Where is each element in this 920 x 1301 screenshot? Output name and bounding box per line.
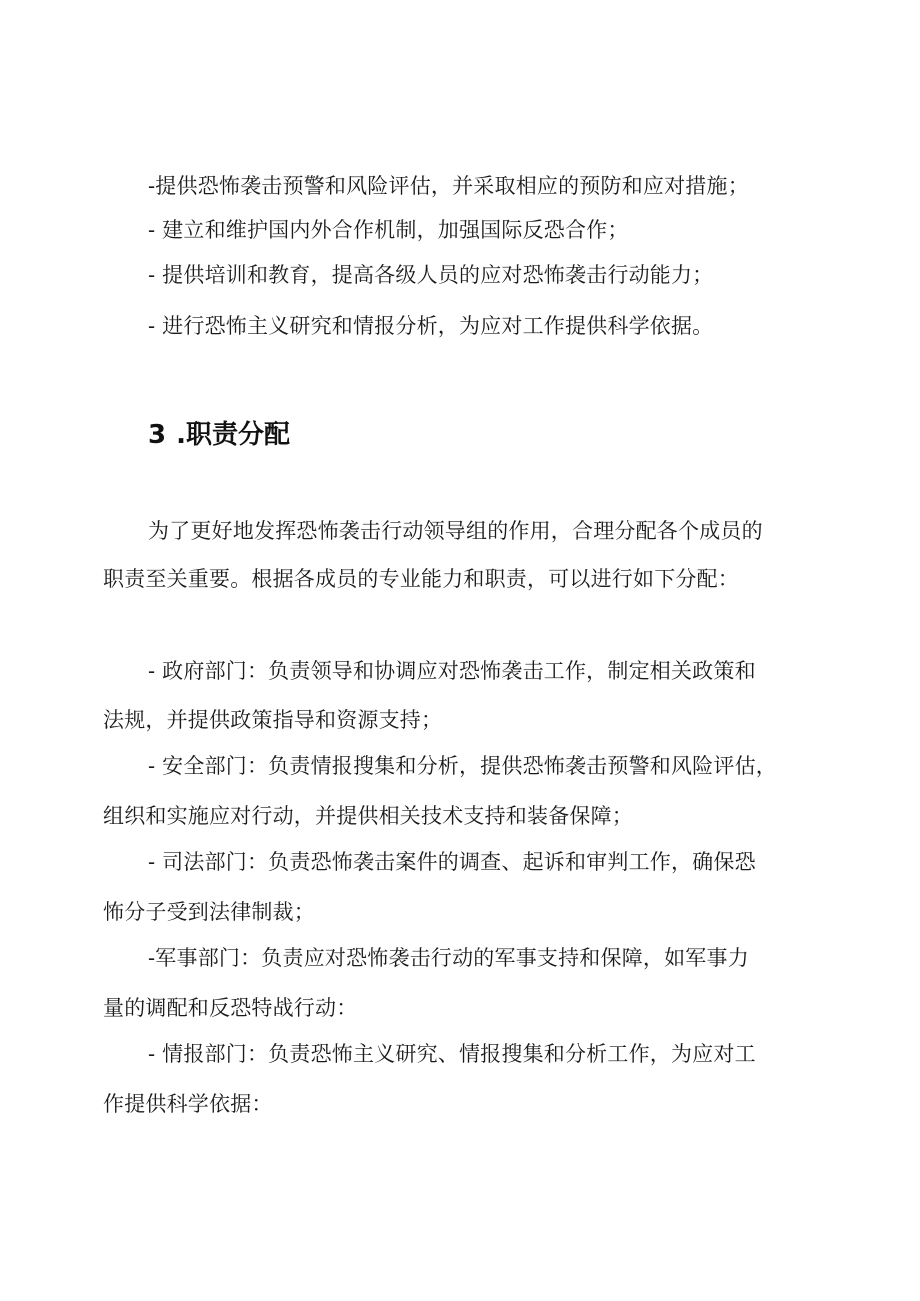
dept-military-line-1: -军事部门：负责应对恐怖袭击行动的军事支持和保障，如军事力 — [148, 946, 749, 970]
bullet-research: - 进行恐怖主义研究和情报分析，为应对工作提供科学依据。 — [148, 314, 714, 338]
section-heading — [148, 418, 290, 452]
dept-government-line-1: - 政府部门：负责领导和协调应对恐怖袭击工作，制定相关政策和 — [148, 659, 756, 683]
dept-judicial-line-2: 怖分子受到法律制裁； — [103, 900, 315, 924]
bullet-cooperation: - 建立和维护国内外合作机制，加强国际反恐合作； — [148, 218, 629, 242]
section-number: 3 — [148, 420, 167, 450]
dept-security-line-1: - 安全部门：负责情报搜集和分析，提供恐怖袭击预警和风险评估， — [148, 754, 777, 778]
intro-line-1: 为了更好地发挥恐怖袭击行动领导组的作用，合理分配各个成员的 — [148, 519, 763, 543]
dept-judicial-line-1: - 司法部门：负责恐怖袭击案件的调查、起诉和审判工作，确保恐 — [148, 850, 756, 874]
dept-military-line-2: 量的调配和反恐特战行动： — [103, 996, 358, 1020]
dept-intelligence-line-2: 作提供科学依据： — [103, 1092, 273, 1116]
bullet-risk-assessment: -提供恐怖袭击预警和风险评估，并采取相应的预防和应对措施； — [148, 174, 749, 198]
dept-intelligence-line-1: - 情报部门：负责恐怖主义研究、情报搜集和分析工作，为应对工 — [148, 1042, 756, 1066]
bullet-training: - 提供培训和教育，提高各级人员的应对恐怖袭击行动能力； — [148, 263, 714, 287]
dept-security-line-2: 组织和实施应对行动，并提供相关技术支持和装备保障； — [103, 804, 633, 828]
dept-government-line-2: 法规，并提供政策指导和资源支持； — [103, 708, 443, 732]
intro-line-2: 职责至关重要。根据各成员的专业能力和职责，可以进行如下分配： — [103, 567, 739, 591]
section-title: .职责分配 — [176, 420, 290, 450]
